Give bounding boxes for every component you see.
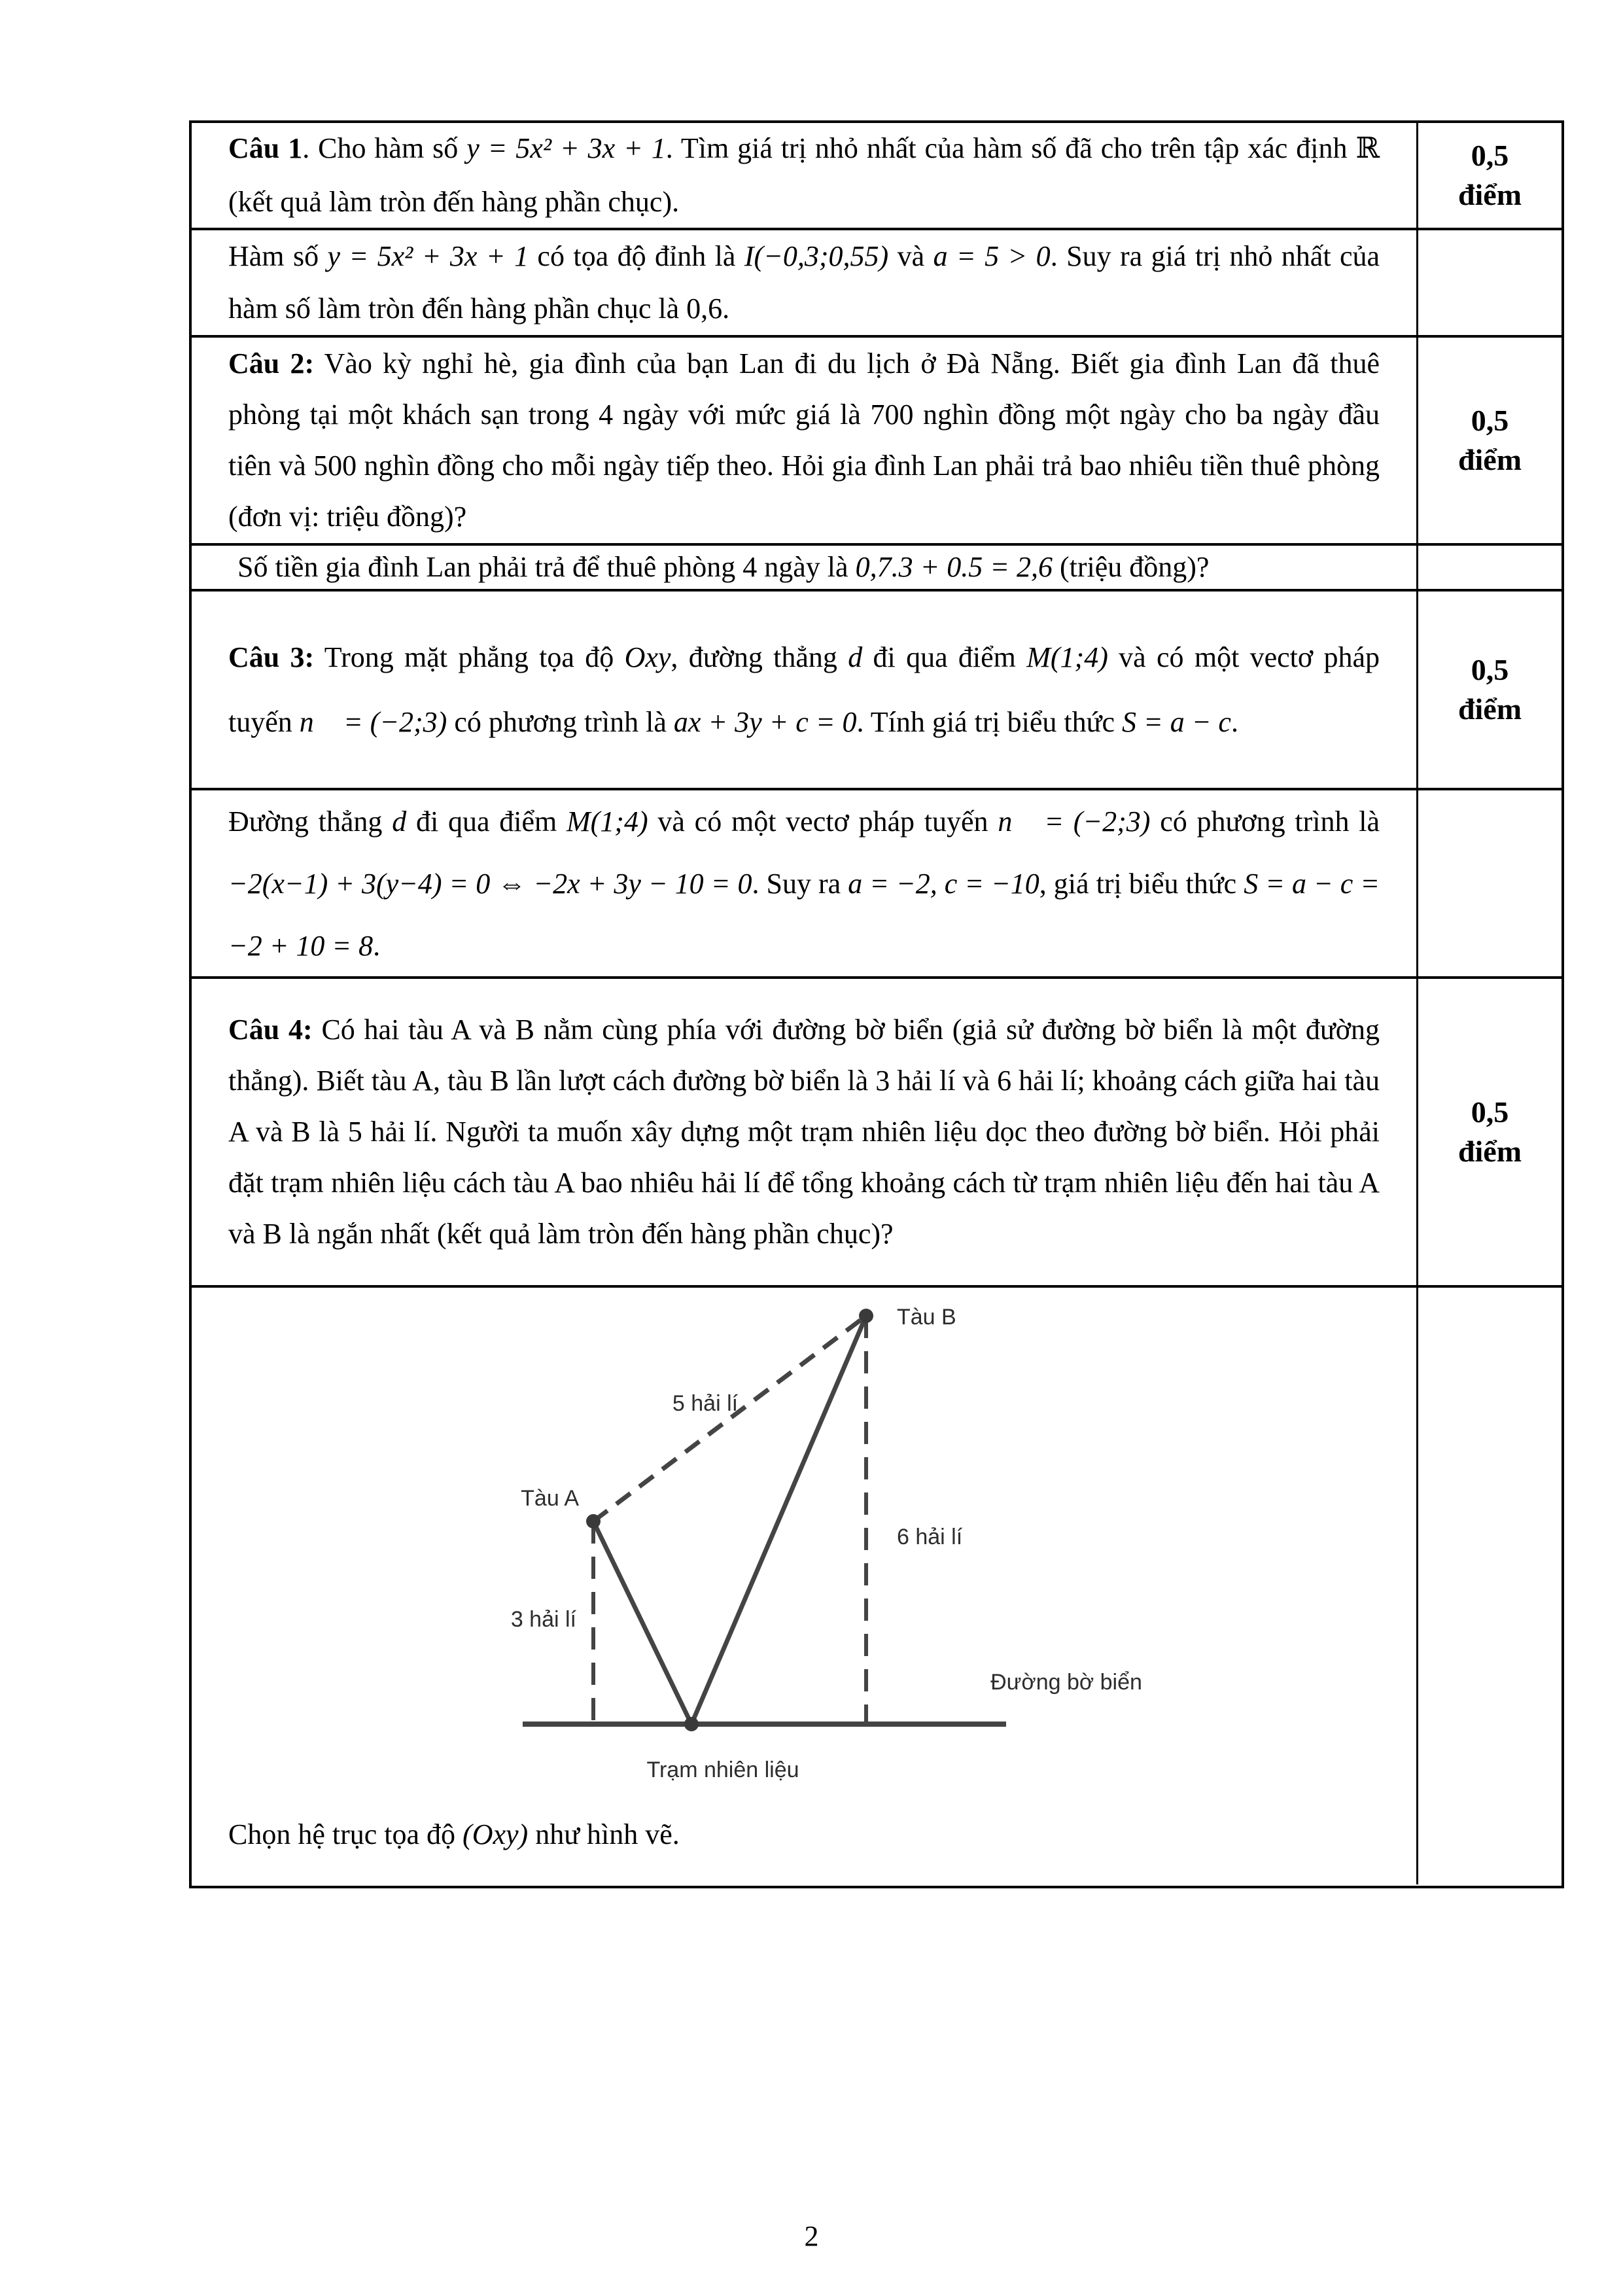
solution-text: đi qua điểm	[406, 805, 567, 838]
math-expression: a = −2, c = −10	[848, 867, 1039, 900]
score-cell-4	[1418, 979, 1562, 1285]
question-text: có phương trình là	[447, 706, 674, 738]
caption-text: Chọn hệ trục tọa độ	[228, 1818, 463, 1850]
score-unit: điểm	[1457, 1135, 1522, 1168]
question-label: Câu 3:	[228, 641, 315, 673]
figure-caption	[228, 1815, 680, 1854]
question-text: . Cho hàm số	[302, 132, 467, 164]
question-cell-2	[192, 338, 1418, 543]
math-expression: I(−0,3;0,55)	[744, 240, 889, 272]
math-expression: d	[848, 641, 863, 673]
math-expression: M(1;4)	[567, 805, 648, 838]
score-value: 0,5	[1471, 653, 1509, 686]
math-expression: y = 5x² + 3x + 1	[327, 240, 529, 272]
math-expression: ax + 3y + c = 0	[673, 706, 857, 738]
score-unit: điểm	[1457, 692, 1522, 726]
ship-b-label: Tàu B	[897, 1305, 956, 1330]
question-cell-1	[192, 123, 1418, 228]
solution-text-2	[237, 548, 1380, 587]
solution-text: và có một vectơ pháp tuyến	[648, 805, 998, 838]
question-row-3	[192, 592, 1562, 790]
figure-cell	[192, 1288, 1418, 1884]
score-cell-empty	[1418, 546, 1562, 589]
score-cell-3	[1418, 592, 1562, 788]
question-text: Trong mặt phẳng tọa độ	[314, 641, 625, 673]
math-symbol: ℝ	[1355, 132, 1380, 164]
solution-text-3	[228, 790, 1380, 977]
question-text-2	[228, 338, 1380, 542]
solution-text: . Suy ra	[752, 867, 848, 900]
question-text: , đường thẳng	[671, 641, 848, 673]
score-cell-2	[1418, 338, 1562, 543]
math-expression: 0,7.3 + 0.5 = 2,6	[855, 551, 1053, 583]
score-cell-1	[1418, 123, 1562, 228]
score-unit: điểm	[1457, 443, 1522, 476]
question-row-4	[192, 979, 1562, 1288]
math-expression: −2(x−1) + 3(y−4) = 0 ⇔ −2x + 3y − 10 = 0	[228, 867, 752, 900]
question-text-3	[228, 625, 1380, 754]
station-label: Trạm nhiên liệu	[646, 1757, 799, 1782]
solution-cell-3	[192, 790, 1418, 976]
math-expression: y = 5x² + 3x + 1	[466, 132, 666, 164]
question-label: Câu 1	[228, 132, 303, 164]
solution-text: có phương trình là	[1150, 805, 1380, 838]
question-text: (kết quả làm tròn đến hàng phần chục).	[228, 186, 680, 218]
question-cell-4	[192, 979, 1418, 1285]
score-cell-empty	[1418, 790, 1562, 976]
question-cell-3	[192, 592, 1418, 788]
solution-row-2	[192, 546, 1562, 592]
question-text-1	[228, 122, 1380, 229]
question-row-2	[192, 338, 1562, 546]
math-expression: (Oxy)	[462, 1818, 529, 1850]
question-text: . Tìm giá trị nhỏ nhất của hàm số đã cho trên tập xác định	[665, 132, 1356, 164]
math-expression: S = a − c	[1122, 706, 1231, 738]
question-row-1	[192, 123, 1562, 230]
solution-text: (triệu đồng)?	[1052, 551, 1210, 583]
solution-cell-1	[192, 230, 1418, 335]
question-text: Có hai tàu A và B nằm cùng phía với đường bờ biển (giả sử đường bờ biển là một đường thẳng). Biết tàu A, tàu B lần lượt cách đường bờ biển là 3 hải lí và 6 hải lí; khoảng cách giữa hai tàu A và B là 5 hải lí. Người ta muốn xây dựng một trạm nhiên liệu dọc theo đường bờ biển. Hỏi phải đặt trạm nhiên liệu cách tàu A bao nhiêu hải lí để tổng khoảng cách từ trạm nhiên liệu đến hai tàu A và B là ngắn nhất (kết quả làm tròn đến hàng phần chục)?	[228, 1014, 1380, 1250]
solution-row-1	[192, 230, 1562, 338]
math-expression: M(1;4)	[1026, 641, 1108, 673]
math-expression: S = a − c = −2 + 10 = 8	[228, 867, 1380, 962]
solution-text: . Suy ra giá trị nhỏ nhất của hàm số làm tròn đến hàng phần chục là 0,6.	[228, 240, 1380, 325]
solution-text-1	[228, 230, 1380, 335]
score-cell-empty	[1418, 1288, 1562, 1884]
ship-a-b-dashed-line	[593, 1316, 866, 1521]
solution-text: Đường thẳng	[228, 805, 393, 838]
distance-b-label: 6 hải lí	[897, 1525, 963, 1549]
question-text: đi qua điểm	[862, 641, 1027, 673]
ship-a-station-line	[593, 1521, 691, 1724]
solution-text: có tọa độ đỉnh là	[528, 240, 744, 272]
solution-cell-2	[192, 546, 1418, 589]
station-ship-b-line	[691, 1316, 866, 1724]
answer-table	[189, 120, 1564, 1888]
question-text: . Tính giá trị biểu thức	[856, 706, 1123, 738]
question-text: .	[1230, 706, 1238, 738]
score-value: 0,5	[1471, 404, 1509, 437]
score-unit: điểm	[1457, 178, 1522, 211]
math-expression: n⃗ = (−2;3)	[299, 706, 447, 738]
shoreline-label: Đường bờ biển	[990, 1670, 1142, 1695]
caption-text: như hình vẽ.	[528, 1818, 680, 1850]
question-text: và có một vectơ pháp tuyến	[228, 641, 1380, 738]
score-cell-empty	[1418, 230, 1562, 335]
figure-row	[192, 1288, 1562, 1884]
distance-a-label: 3 hải lí	[510, 1607, 576, 1632]
question-text-4	[228, 1004, 1380, 1260]
math-expression: n⃗ = (−2;3)	[998, 805, 1151, 838]
math-expression: d	[392, 805, 407, 838]
distance-ab-label: 5 hải lí	[672, 1391, 739, 1416]
math-expression: a = 5 > 0	[933, 240, 1051, 272]
station-dot	[684, 1717, 699, 1731]
math-expression: Oxy	[624, 641, 671, 673]
ship-b-dot	[859, 1309, 873, 1323]
question-label: Câu 2:	[228, 347, 315, 380]
page-number: 2	[804, 2220, 819, 2252]
solution-text: Hàm số	[228, 240, 328, 272]
solution-row-3	[192, 790, 1562, 979]
question-text: Vào kỳ nghỉ hè, gia đình của bạn Lan đi du lịch ở Đà Nẵng. Biết gia đình Lan đã thuê phòng tại một khách sạn trong 4 ngày với mức giá là 700 nghìn đồng một ngày cho ba ngày đầu tiên và 500 nghìn đồng cho mỗi ngày tiếp theo. Hỏi gia đình Lan phải trả bao nhiêu tiền thuê phòng (đơn vị: triệu đồng)?	[228, 347, 1380, 533]
ship-a-dot	[586, 1514, 601, 1528]
solution-text: và	[888, 240, 934, 272]
score-value: 0,5	[1471, 139, 1509, 172]
score-value: 0,5	[1471, 1095, 1509, 1129]
ship-a-label: Tàu A	[521, 1486, 579, 1511]
solution-text: .	[373, 929, 381, 962]
solution-text: Số tiền gia đình Lan phải trả để thuê phòng 4 ngày là	[237, 551, 856, 583]
ships-diagram	[192, 1288, 1416, 1811]
question-label: Câu 4:	[228, 1014, 313, 1046]
solution-text: , giá trị biểu thức	[1039, 867, 1244, 900]
